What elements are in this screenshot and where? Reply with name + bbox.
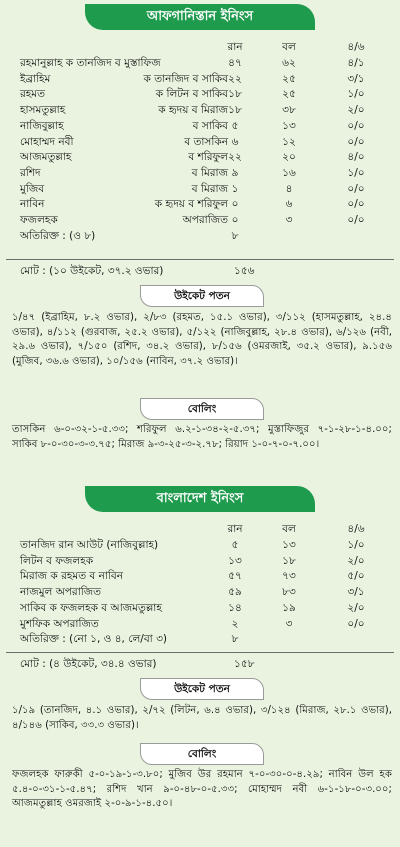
balls: ৪: [285, 182, 293, 195]
fours-sixes: ১/০: [347, 88, 365, 101]
dismissal: ব মিরাজ: [191, 182, 228, 195]
runs: ৫৯: [228, 586, 242, 599]
ban-header-row: [0, 522, 400, 536]
balls: ৮৩: [282, 586, 296, 599]
balls: ৩৮: [282, 104, 296, 117]
balls: ২৫: [282, 72, 296, 85]
fours-sixes: ০/০: [347, 182, 365, 195]
batter-name: রহমত: [20, 88, 46, 101]
balls: ৬: [285, 198, 293, 211]
batter-name: অতিরিক্ত : (ও ৮): [20, 229, 96, 242]
fours-sixes: ৫/০: [347, 570, 365, 583]
batter-name: রশিদ: [20, 166, 41, 179]
batting-row: [0, 213, 400, 227]
afg-total-value: ১৫৬: [234, 265, 255, 277]
runs: ২: [231, 617, 239, 630]
ban-total-value: ১৫৮: [234, 658, 255, 670]
afg-fall-of-wickets-title: উইকেট পতন: [140, 285, 264, 307]
divider: [6, 259, 394, 260]
dismissal: ক লিটন ব সাকিব: [155, 88, 228, 101]
balls: ১৮: [282, 554, 296, 567]
ban-fall-of-wickets-text: ১/১৯ (তানজিদ, ৪.১ ওভার), ২/৭২ (লিটন, ৬.৪ ওভার), ৩/১২৪ (মিরাজ, ২৮.১ ওভার), ৪/১৪৬ (সাকিব, ৩৩.৩ ওভার)।: [12, 705, 392, 731]
batting-row: [0, 166, 400, 180]
balls: ১৩: [282, 119, 296, 132]
batter-name: আজমতুল্লাহ: [20, 151, 72, 164]
runs: ১৮: [228, 88, 242, 101]
dismissal: ক তানজিদ ব সাকিব: [143, 72, 228, 85]
batter-name: মুজিব: [20, 182, 45, 195]
fours-sixes: ০/০: [347, 135, 365, 148]
batter-name: নাজমুল অপরাজিত: [20, 586, 102, 599]
fours-sixes-header: ৪/৬: [347, 41, 365, 53]
runs: ১৮: [228, 104, 242, 117]
batter-name: মুশফিক অপরাজিত: [20, 617, 99, 630]
batter-name: সাকিব ক ফজলহক ব আজমতুল্লাহ: [20, 601, 162, 614]
fours-sixes: ৪/১: [347, 57, 365, 69]
afg-header-row: [0, 40, 400, 54]
fours-sixes: ১/০: [347, 166, 365, 179]
balls: ৭৩: [282, 570, 296, 583]
batter-name: রহমানুল্লাহ ক তানজিদ ব মুস্তাফিজ: [20, 57, 161, 69]
balls: ১৩: [282, 539, 296, 551]
batting-row: [0, 554, 400, 568]
batting-row: [0, 135, 400, 149]
runs: ২২: [228, 72, 242, 85]
bangladesh-innings-title: বাংলাদেশ ইনিংস: [85, 486, 315, 512]
batter-name: লিটন ব ফজলহক: [20, 554, 94, 567]
fours-sixes: ২/০: [347, 554, 365, 567]
afg-fall-of-wickets-text: ১/৪৭ (ইব্রাহিম, ৮.২ ওভার), ২/৮৩ (রহমত, ১৫.১ ওভার), ৩/১১২ (হাসমতুল্লাহ, ২৪.৪ ওভার), ৪/১১২ (গুরবাজ, ২৫.২ ওভার), ৫/১২২ (নাজিবুল্লাহ, ২৮.৪ ওভার), ৬/১২৬ (নবী, ২৯.৬ ওভার), ৭/১৫০ (রশিদ, ৩৪.২ ওভার), ৮/১৫৬ (ওমরজাই, ৩৫.২ ওভার), ৯.১৫৬ (মুজিব, ৩৬.৬ ওভার), ১০/১৫৬ (নাবিন, ৩৭.২ ওভার)।: [12, 312, 392, 367]
balls: ৩: [285, 617, 293, 630]
runs: ৫: [231, 539, 239, 551]
batting-row: [0, 538, 400, 552]
fours-sixes: ২/০: [347, 601, 365, 614]
batting-row: [0, 150, 400, 164]
batter-name: মিরাজ ক রহমত ব নাবিন: [20, 570, 124, 583]
dismissal: ব শরিফুল: [188, 151, 228, 164]
fours-sixes: ৩/১: [347, 586, 365, 599]
runs: ০: [231, 214, 239, 226]
balls: ৩: [285, 214, 293, 226]
batting-row: [0, 197, 400, 211]
balls: ৬২: [282, 57, 296, 69]
runs: ৮: [231, 633, 239, 646]
runs: ১৩: [228, 554, 242, 567]
dismissal: ব মিরাজ: [191, 166, 228, 179]
ban-bowling-text: ফজলহক ফারুকী ৫-০-১৯-১-৩.৮০; মুজিব উর রহমান ৭-০-৩০-০-৪.২৯; নাবিন উল হক ৫.৪-০-৩১-১-৫.৪৭; রশিদ খান ৯-০-৪৮-০-৫.৩৩; মোহাম্মদ নবী ৬-১-১৮-০-৩.০০; আজমতুল্লাহ ওমরজাই ২-০-৯-১-৪.৫০।: [12, 769, 392, 810]
runs: ৫: [231, 119, 239, 132]
runs: ৪৭: [228, 57, 242, 69]
batting-row: [0, 229, 400, 243]
ban-fall-of-wickets-title: উইকেট পতন: [140, 678, 264, 700]
batter-name: ইব্রাহিম: [20, 72, 51, 85]
batting-row: [0, 72, 400, 86]
batting-row: [0, 585, 400, 599]
divider: [6, 652, 394, 653]
batter-name: ফজলহক: [20, 214, 58, 226]
runs: ৯: [231, 166, 239, 179]
batter-name: মোহাম্মদ নবী: [20, 135, 74, 148]
batting-row: [0, 56, 400, 70]
batter-name: নাবিন: [20, 198, 45, 211]
afghanistan-innings-title: আফগানিস্তান ইনিংস: [85, 4, 315, 30]
runs: ১: [231, 182, 239, 195]
dismissal: ব তাসকিন: [184, 135, 228, 148]
fours-sixes: ২/০: [347, 104, 365, 117]
runs: ৮: [231, 229, 239, 242]
batter-name: অতিরিক্ত : (নো ১, ও ৪, লে/বা ৩): [20, 633, 167, 646]
batting-row: [0, 103, 400, 117]
batting-row: [0, 569, 400, 583]
balls-header: বল: [282, 41, 296, 53]
dismissal: অপরাজিত: [182, 214, 228, 226]
fours-sixes: ০/০: [347, 198, 365, 211]
dismissal: ব সাকিব: [192, 119, 228, 132]
fours-sixes: ০/০: [347, 214, 365, 226]
batter-name: হাসমতুল্লাহ: [20, 104, 66, 117]
runs-header: রান: [227, 523, 243, 535]
batting-row: [0, 119, 400, 133]
batting-row: [0, 87, 400, 101]
balls: ১২: [282, 135, 296, 148]
afg-total: [20, 264, 255, 281]
runs: ০: [231, 198, 239, 211]
balls: ১৬: [282, 166, 296, 179]
afg-bowling-title: বোলিং: [140, 398, 264, 420]
balls: ২০: [282, 151, 296, 164]
afg-bowling-text: তাসকিন ৬-০-৩২-১-৫.৩৩; শরিফুল ৬.২-১-৩৪-২-৫.৩৭; মুস্তাফিজুর ৭-১-২৮-১-৪.০০; সাকিব ৮-০-৩০-৩-৩.৭৫; মিরাজ ৯-৩-২৫-৩-২.৭৮; রিয়াদ ১-০-৭-০-৭.০০।: [12, 424, 392, 450]
balls-header: বল: [282, 523, 296, 535]
runs: ২২: [228, 151, 242, 164]
fours-sixes: ৩/১: [347, 72, 365, 85]
fours-sixes: ০/০: [347, 119, 365, 132]
ban-total: [20, 657, 255, 674]
fours-sixes: ০/০: [347, 617, 365, 630]
batting-row: [0, 601, 400, 615]
batter-name: নাজিবুল্লাহ: [20, 119, 64, 132]
runs: ১৪: [228, 601, 242, 614]
runs: ৬: [231, 135, 239, 148]
ban-total-label: মোট : (৪ উইকেট, ৩৪.৪ ওভার): [20, 658, 157, 670]
batting-row: [0, 632, 400, 646]
fours-sixes-header: ৪/৬: [347, 523, 365, 535]
fours-sixes: ১/০: [347, 539, 365, 551]
batting-row: [0, 182, 400, 196]
fours-sixes: ৪/০: [347, 151, 365, 164]
afg-total-label: মোট : (১০ উইকেট, ৩৭.২ ওভার): [20, 265, 164, 277]
dismissal: ক হৃদয় ব মিরাজ: [158, 104, 228, 117]
dismissal: ক হৃদয় ব শরিফুল: [154, 198, 228, 211]
ban-bowling-title: বোলিং: [140, 743, 264, 765]
batting-row: [0, 617, 400, 631]
runs: ৫৭: [228, 570, 242, 583]
runs-header: রান: [227, 41, 243, 53]
batter-name: তানজিদ রান আউট (নাজিবুল্লাহ): [20, 539, 159, 551]
balls: ১৯: [282, 601, 296, 614]
balls: ২৫: [282, 88, 296, 101]
